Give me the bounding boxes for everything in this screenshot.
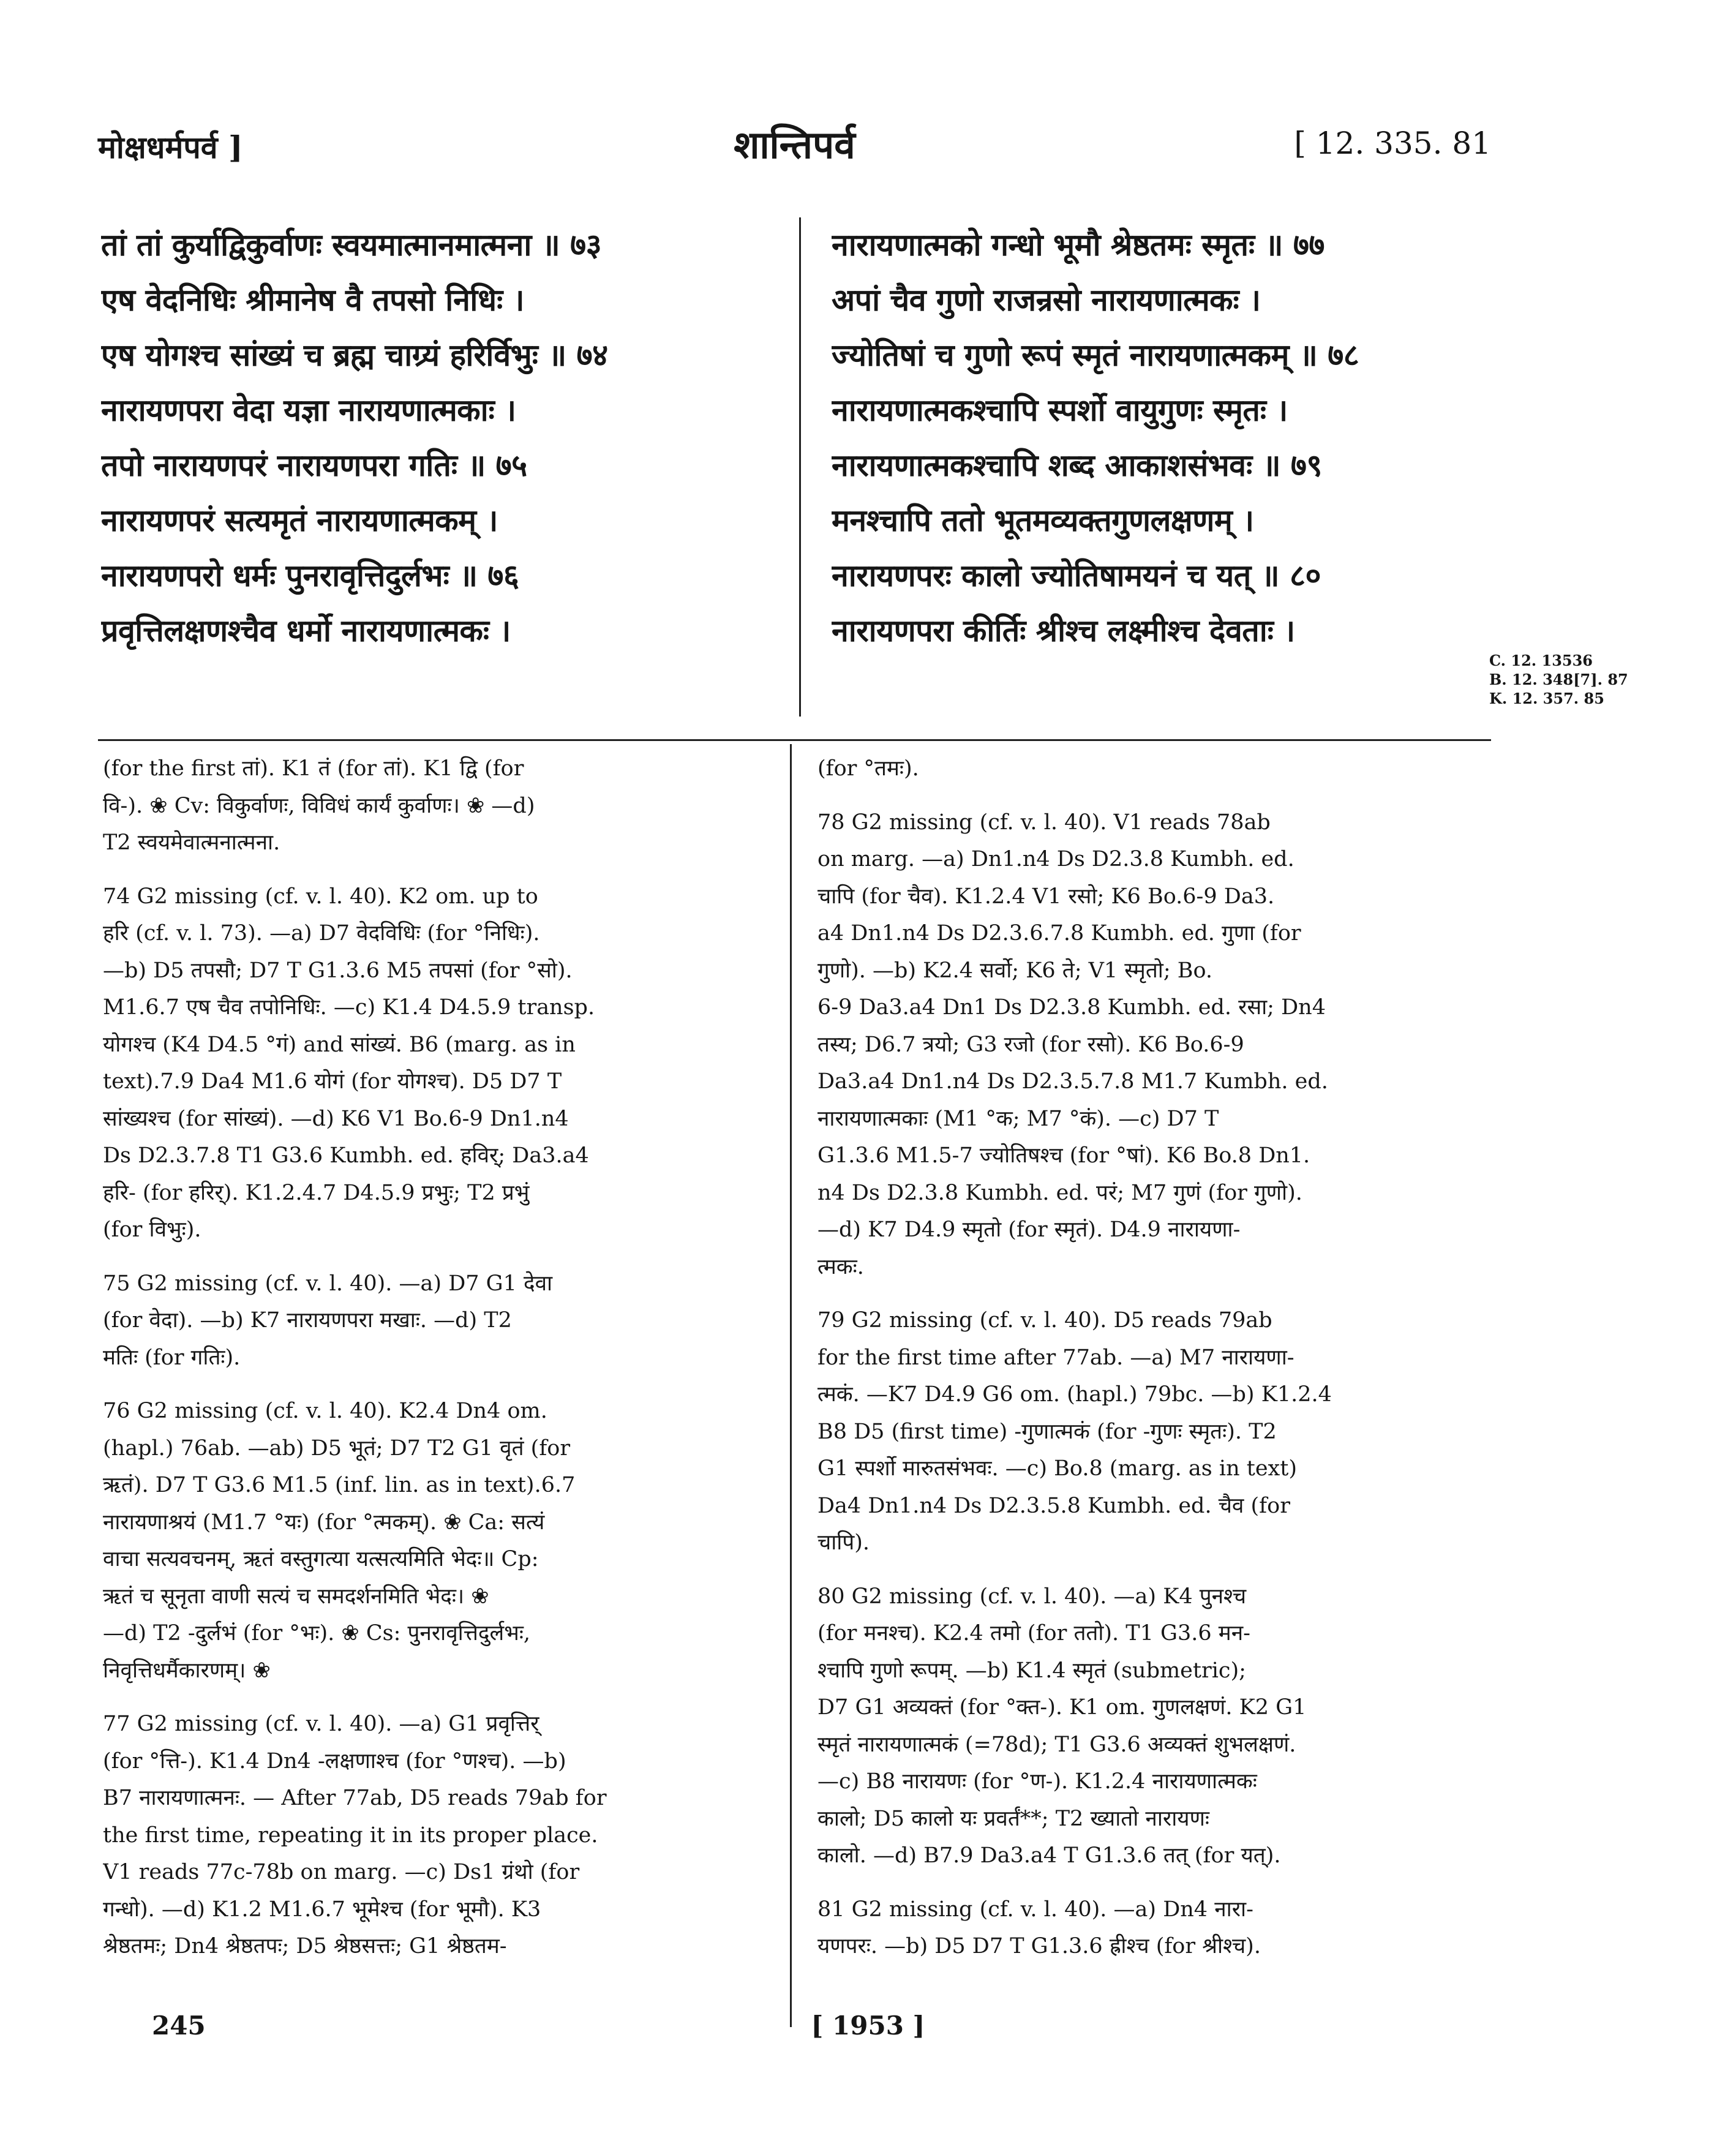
- note-line: n4 Ds D2.3.8 Kumbh. ed. परं; M7 गुणं (for गुणो).: [817, 1180, 1302, 1205]
- page-header: [98, 122, 1491, 175]
- verse-line: ज्योतिषां च गुणो रूपं स्मृतं नारायणात्मकम् ॥ ७८: [832, 337, 1359, 373]
- note-line: (for वेदा). —b) K7 नारायणपरा मखाः. —d) T2: [103, 1308, 512, 1333]
- note-line: V1 reads 77c-78b on marg. —c) Ds1 ग्रंथो (for: [103, 1860, 580, 1884]
- apparatus-note: [817, 804, 1485, 1286]
- verse-line: मनश्चापि ततो भूतमव्यक्तगुणलक्षणम् ।: [832, 502, 1254, 538]
- concordance-line: B. 12. 348[7]. 87: [1489, 671, 1628, 688]
- note-line: त्मकं. —K7 D4.9 G6 om. (hapl.) 79bc. —b) K1.2.4: [817, 1382, 1332, 1407]
- note-line: त्मकः.: [817, 1254, 864, 1279]
- note-line: 6-9 Da3.a4 Dn1 Ds D2.3.8 Kumbh. ed. रसा; Dn4: [817, 995, 1326, 1020]
- note-line: यणपरः. —b) D5 D7 T G1.3.6 ह्रीश्च (for श्रीश्च).: [817, 1934, 1261, 1959]
- note-line: गन्धो). —d) K1.2 M1.6.7 भूमेश्च (for भूमौ). K3: [103, 1897, 541, 1922]
- apparatus-note: [817, 1302, 1485, 1562]
- apparatus-note: [103, 1393, 770, 1689]
- note-line: सांख्यश्च (for सांख्यं). —d) K6 V1 Bo.6-9 Dn1.n4: [103, 1106, 569, 1131]
- note-line: B7 नारायणात्मनः. — After 77ab, D5 reads 79ab for: [103, 1786, 607, 1810]
- note-line: Ds D2.3.7.8 T1 G3.6 Kumbh. ed. हविर्; Da3.a4: [103, 1143, 589, 1168]
- note-line: —d) T2 -दुर्लभं (for °भः). ❀ Cs: पुनरावृत्तिदुर्लभः,: [103, 1621, 531, 1646]
- note-line: स्मृतं नारायणात्मकं (=78d); T1 G3.6 अव्यक्तं शुभलक्षणं.: [817, 1732, 1296, 1757]
- verse-reference: [ 12. 335. 81: [1294, 126, 1491, 161]
- note-line: चापि).: [817, 1530, 870, 1555]
- page-serial: [ 1953 ]: [811, 2011, 925, 2041]
- apparatus-note: [817, 750, 1485, 788]
- note-line: a4 Dn1.n4 Ds D2.3.6.7.8 Kumbh. ed. गुणा (for: [817, 921, 1301, 946]
- apparatus-note: [103, 878, 770, 1249]
- note-line: चापि (for चैव). K1.2.4 V1 रसो; K6 Bo.6-9 Da3.: [817, 884, 1275, 909]
- note-line: हरि- (for हरिर्). K1.2.4.7 D4.5.9 प्रभुः; T2 प्रभुं: [103, 1180, 530, 1205]
- note-line: on marg. —a) Dn1.n4 Ds D2.3.8 Kumbh. ed.: [817, 847, 1294, 871]
- note-line: श्चापि गुणो रूपम्. —b) K1.4 स्मृतं (submetric);: [817, 1658, 1246, 1683]
- verse-column-right: [832, 217, 1487, 658]
- note-line: ऋतं च सूनृता वाणी सत्यं च समदर्शनमिति भेदः। ❀: [103, 1584, 489, 1609]
- concordance-references: [1489, 651, 1636, 708]
- verse-line: नारायणात्मकश्चापि शब्द आकाशसंभवः ॥ ७९: [832, 447, 1322, 483]
- note-line: G1.3.6 M1.5-7 ज्योतिषश्च (for °षां). K6 Bo.8 Dn1.: [817, 1143, 1310, 1168]
- apparatus-note: [817, 1891, 1485, 1965]
- note-line: Da3.a4 Dn1.n4 Ds D2.3.5.7.8 M1.7 Kumbh. ed.: [817, 1069, 1328, 1094]
- page-number: 245: [152, 2011, 206, 2041]
- verse-line: नारायणपरा वेदा यज्ञा नारायणात्मकाः ।: [101, 392, 516, 428]
- apparatus-note: [103, 750, 770, 862]
- note-line: (for the first तां). K1 तं (for तां). K1 द्वि (for: [103, 756, 524, 781]
- verse-line: नारायणात्मको गन्धो भूमौ श्रेष्ठतमः स्मृतः ॥ ७७: [832, 227, 1325, 263]
- note-line: तस्य; D6.7 त्रयो; G3 रजो (for रसो). K6 Bo.6-9: [817, 1032, 1244, 1057]
- verse-line: नारायणपरा कीर्तिः श्रीश्च लक्ष्मीश्च देवताः ।: [832, 612, 1295, 649]
- note-line: 75 G2 missing (cf. v. l. 40). —a) D7 G1 देवा: [103, 1271, 553, 1296]
- note-line: —d) K7 D4.9 स्मृतो (for स्मृतं). D4.9 नारायणा-: [817, 1217, 1241, 1242]
- verse-column-left: [101, 217, 775, 658]
- note-line: वाचा सत्यवचनम्, ऋतं वस्तुगत्या यत्सत्यमिति भेदः॥ Cp:: [103, 1547, 539, 1571]
- note-line: 79 G2 missing (cf. v. l. 40). D5 reads 79ab: [817, 1308, 1272, 1333]
- note-line: हरि (cf. v. l. 73). —a) D7 वेदविधिः (for °निधिः).: [103, 921, 540, 946]
- note-line: text).7.9 Da4 M1.6 योगं (for योगश्च). D5 D7 T: [103, 1069, 562, 1094]
- note-line: 80 G2 missing (cf. v. l. 40). —a) K4 पुनश्च: [817, 1584, 1247, 1609]
- note-line: (for मनश्च). K2.4 तमो (for ततो). T1 G3.6 मन-: [817, 1621, 1250, 1646]
- note-line: वि-). ❀ Cv: विकुर्वाणः, विविधं कार्यं कुर्वाणः। ❀ —d): [103, 793, 535, 818]
- section-title: मोक्षधर्मपर्व ]: [98, 129, 243, 165]
- text-apparatus-rule: [98, 739, 1491, 741]
- verse-line: नारायणपरं सत्यमृतं नारायणात्मकम् ।: [101, 502, 498, 538]
- note-line: —c) B8 नारायणः (for °ण-). K1.2.4 नारायणात्मकः: [817, 1769, 1257, 1794]
- notes-column-divider: [790, 744, 792, 2027]
- note-line: M1.6.7 एष चैव तपोनिधिः. —c) K1.4 D4.5.9 transp.: [103, 995, 595, 1020]
- note-line: T2 स्वयमेवात्मनात्मना.: [103, 830, 280, 855]
- note-line: 76 G2 missing (cf. v. l. 40). K2.4 Dn4 om.: [103, 1399, 547, 1423]
- book-title: शान्तिपर्व: [734, 122, 855, 167]
- note-line: नारायणाश्रयं (M1.7 °यः) (for °त्मकम्). ❀ Ca: सत्यं: [103, 1510, 545, 1535]
- note-line: Da4 Dn1.n4 Ds D2.3.5.8 Kumbh. ed. चैव (for: [817, 1493, 1290, 1518]
- notes-column-left: [103, 750, 770, 1982]
- notes-column-right: [817, 750, 1485, 1982]
- verse-line: एष योगश्च सांख्यं च ब्रह्म चाग्र्यं हरिर्विभुः ॥ ७४: [101, 337, 608, 373]
- note-line: for the first time after 77ab. —a) M7 नारायणा-: [817, 1345, 1294, 1370]
- note-line: मतिः (for गतिः).: [103, 1345, 241, 1370]
- apparatus-note: [817, 1578, 1485, 1875]
- verse-line: तपो नारायणपरं नारायणपरा गतिः ॥ ७५: [101, 447, 527, 483]
- note-line: (for °त्ति-). K1.4 Dn4 -लक्षणाश्च (for °णश्च). —b): [103, 1748, 566, 1774]
- concordance-line: K. 12. 357. 85: [1489, 690, 1604, 707]
- verse-line: तां तां कुर्याद्विकुर्वाणः स्वयमात्मानमात्मना ॥ ७३: [101, 227, 602, 263]
- note-line: 78 G2 missing (cf. v. l. 40). V1 reads 78ab: [817, 810, 1271, 835]
- note-line: निवृत्तिधर्मैकारणम्। ❀: [103, 1658, 271, 1683]
- note-line: नारायणात्मकाः (M1 °क; M7 °कं). —c) D7 T: [817, 1106, 1219, 1131]
- note-line: (for °तमः).: [817, 756, 919, 781]
- verse-line: नारायणपरः कालो ज्योतिषामयनं च यत् ॥ ८०: [832, 557, 1321, 593]
- note-line: (for विभुः).: [103, 1217, 201, 1242]
- note-line: (hapl.) 76ab. —ab) D5 भूतं; D7 T2 G1 वृतं (for: [103, 1435, 571, 1461]
- note-line: योगश्च (K4 D4.5 °गं) and सांख्यं. B6 (marg. as in: [103, 1032, 576, 1057]
- note-line: 74 G2 missing (cf. v. l. 40). K2 om. up to: [103, 884, 538, 909]
- note-line: 77 G2 missing (cf. v. l. 40). —a) G1 प्रवृत्तिर्: [103, 1712, 539, 1736]
- note-line: 81 G2 missing (cf. v. l. 40). —a) Dn4 नारा-: [817, 1897, 1253, 1922]
- note-line: the first time, repeating it in its proper place.: [103, 1823, 598, 1848]
- note-line: D7 G1 अव्यक्तं (for °क्त-). K1 om. गुणलक्षणं. K2 G1: [817, 1695, 1307, 1720]
- apparatus-note: [103, 1706, 770, 1965]
- note-line: ऋतं). D7 T G3.6 M1.5 (inf. lin. as in text).6.7: [103, 1473, 576, 1497]
- verse-column-divider: [799, 217, 801, 717]
- note-line: कालो. —d) B7.9 Da3.a4 T G1.3.6 तत् (for यत्).: [817, 1843, 1281, 1868]
- verse-line: नारायणपरो धर्मः पुनरावृत्तिदुर्लभः ॥ ७६: [101, 557, 519, 593]
- verse-line: प्रवृत्तिलक्षणश्चैव धर्मो नारायणात्मकः ।: [101, 612, 511, 649]
- note-line: गुणो). —b) K2.4 सर्वो; K6 ते; V1 स्मृतो; Bo.: [817, 958, 1213, 983]
- note-line: श्रेष्ठतमः; Dn4 श्रेष्ठतपः; D5 श्रेष्ठसत्तः; G1 श्रेष्ठतम-: [103, 1934, 507, 1959]
- note-line: B8 D5 (first time) -गुणात्मकं (for -गुणः स्मृतः). T2: [817, 1419, 1277, 1444]
- note-line: G1 स्पर्शो मारुतसंभवः. —c) Bo.8 (marg. as in text): [817, 1456, 1297, 1481]
- verse-line: एष वेदनिधिः श्रीमानेष वै तपसो निधिः ।: [101, 282, 525, 318]
- concordance-line: C. 12. 13536: [1489, 652, 1593, 669]
- apparatus-note: [103, 1265, 770, 1377]
- note-line: —b) D5 तपसौ; D7 T G1.3.6 M5 तपसां (for °सो).: [103, 958, 573, 983]
- verse-line: नारायणात्मकश्चापि स्पर्शो वायुगुणः स्मृतः ।: [832, 392, 1288, 428]
- verse-line: अपां चैव गुणो राजन्रसो नारायणात्मकः ।: [832, 282, 1261, 318]
- note-line: कालो; D5 कालो यः प्रवर्तं**; T2 ख्यातो नारायणः: [817, 1806, 1209, 1831]
